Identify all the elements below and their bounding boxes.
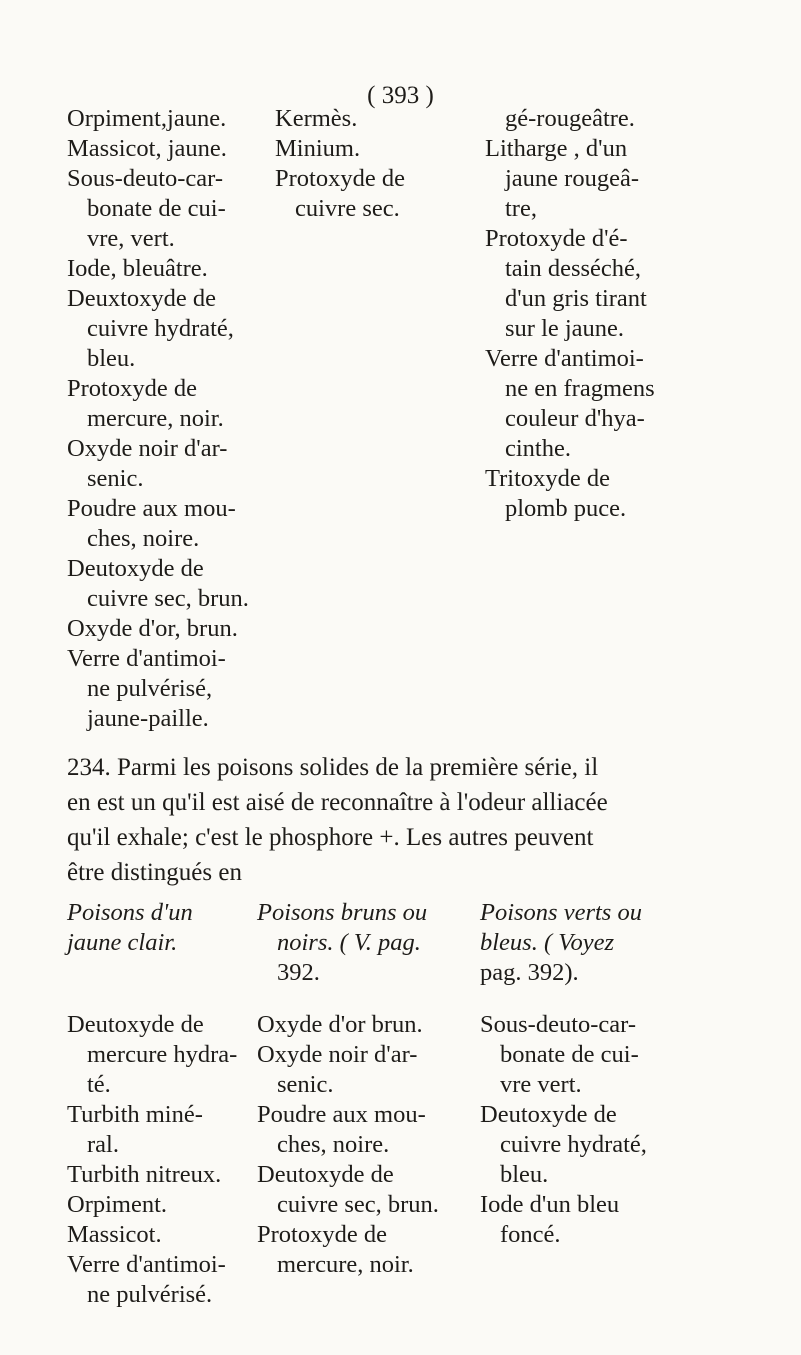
entry-line: Turbith miné- [67, 1101, 203, 1128]
column-heading: Poisons d'un [67, 899, 193, 926]
entry-line: tain desséché, [505, 255, 642, 282]
entry-line: Protoxyde de [67, 375, 197, 402]
entry-line: bleu. [87, 345, 136, 372]
entry-line: vre vert. [500, 1071, 582, 1098]
entry-line: Orpiment,jaune. [67, 105, 227, 132]
entry-line: Sous-deuto-car- [480, 1011, 636, 1038]
entry-line: Deutoxyde de [67, 1011, 204, 1038]
page-number: ( 393 ) [367, 82, 434, 109]
entry-line: Oxyde d'or brun. [257, 1011, 423, 1038]
column-heading: pag. 392). [480, 959, 579, 986]
entry-line: mercure hydra- [87, 1041, 238, 1068]
entry-line: vre, vert. [87, 225, 175, 252]
entry-line: Deutoxyde de [480, 1101, 617, 1128]
entry-line: Verre d'antimoi- [485, 345, 644, 372]
entry-line: plomb puce. [505, 495, 627, 522]
column-heading: Poisons bruns ou [257, 899, 428, 926]
entry-line: Iode, bleuâtre. [67, 255, 208, 282]
entry-line: Sous-deuto-car- [67, 165, 223, 192]
entry-line: Turbith nitreux. [67, 1161, 222, 1188]
entry-line: bonate de cui- [87, 195, 226, 222]
column-heading: jaune clair. [67, 929, 178, 956]
entry-line: sur le jaune. [505, 315, 625, 342]
column-heading: bleus. ( Voyez [480, 929, 615, 956]
entry-line: Protoxyde d'é- [485, 225, 628, 252]
entry-line: Orpiment. [67, 1191, 168, 1218]
entry-line: ne en fragmens [505, 375, 655, 402]
entry-line: tre, [505, 195, 537, 222]
entry-line: foncé. [500, 1221, 561, 1248]
entry-line: té. [87, 1071, 111, 1098]
entry-line: Deuxtoxyde de [67, 285, 216, 312]
entry-line: ches, noire. [87, 525, 200, 552]
entry-line: senic. [87, 465, 144, 492]
paragraph-line: 234. Parmi les poisons solides de la première série, il [67, 754, 599, 781]
entry-line: Kermès. [275, 105, 358, 132]
column-heading: Poisons verts ou [480, 899, 642, 926]
column-colors-right [485, 104, 715, 524]
entry-line: cuivre hydraté, [87, 315, 234, 342]
entry-line: ches, noire. [277, 1131, 390, 1158]
column-green-blue-poisons [480, 898, 710, 1250]
entry-line: cuivre sec. [295, 195, 400, 222]
entry-line: Protoxyde de [275, 165, 405, 192]
entry-line: Protoxyde de [257, 1221, 387, 1248]
entry-line: cuivre sec, brun. [87, 585, 249, 612]
entry-line: Deutoxyde de [67, 555, 204, 582]
entry-line: Oxyde d'or, brun. [67, 615, 238, 642]
entry-line: ne pulvérisé. [87, 1281, 213, 1308]
entry-line: Oxyde noir d'ar- [257, 1041, 418, 1068]
column-colors-left [67, 104, 267, 734]
entry-line: Minium. [275, 135, 361, 162]
entry-line: ne pulvérisé, [87, 675, 213, 702]
entry-line: ral. [87, 1131, 119, 1158]
entry-line: Verre d'antimoi- [67, 1251, 226, 1278]
entry-line: couleur d'hya- [505, 405, 645, 432]
entry-line: bonate de cui- [500, 1041, 639, 1068]
paragraph-line: qu'il exhale; c'est le phosphore +. Les autres peuvent [67, 824, 594, 851]
column-heading: noirs. ( V. pag. [277, 929, 421, 956]
entry-line: Verre d'antimoi- [67, 645, 226, 672]
entry-line: senic. [277, 1071, 334, 1098]
entry-line: mercure, noir. [277, 1251, 414, 1278]
entry-line: cinthe. [505, 435, 571, 462]
entry-line: bleu. [500, 1161, 549, 1188]
column-heading: 392. [277, 959, 320, 986]
entry-line: Poudre aux mou- [257, 1101, 426, 1128]
entry-line: cuivre hydraté, [500, 1131, 647, 1158]
entry-line: Litharge , d'un [485, 135, 628, 162]
entry-line: jaune rougeâ- [505, 165, 639, 192]
entry-line: Tritoxyde de [485, 465, 611, 492]
paragraph-234 [67, 750, 737, 890]
entry-line: d'un gris tirant [505, 285, 647, 312]
entry-line: cuivre sec, brun. [277, 1191, 439, 1218]
entry-line: jaune-paille. [87, 705, 209, 732]
paragraph-line: être distingués en [67, 859, 242, 886]
entry-line: Massicot, jaune. [67, 135, 227, 162]
column-brown-black-poisons [257, 898, 467, 1280]
entry-line: Oxyde noir d'ar- [67, 435, 228, 462]
entry-line: gé-rougeâtre. [505, 105, 635, 132]
entry-line: Iode d'un bleu [480, 1191, 620, 1218]
entry-line: mercure, noir. [87, 405, 224, 432]
column-colors-middle [275, 104, 475, 224]
entry-line: Deutoxyde de [257, 1161, 394, 1188]
paragraph-line: en est un qu'il est aisé de reconnaître à l'odeur alliacée [67, 789, 608, 816]
column-light-yellow-poisons [67, 898, 267, 1310]
entry-line: Massicot. [67, 1221, 162, 1248]
entry-line: Poudre aux mou- [67, 495, 236, 522]
